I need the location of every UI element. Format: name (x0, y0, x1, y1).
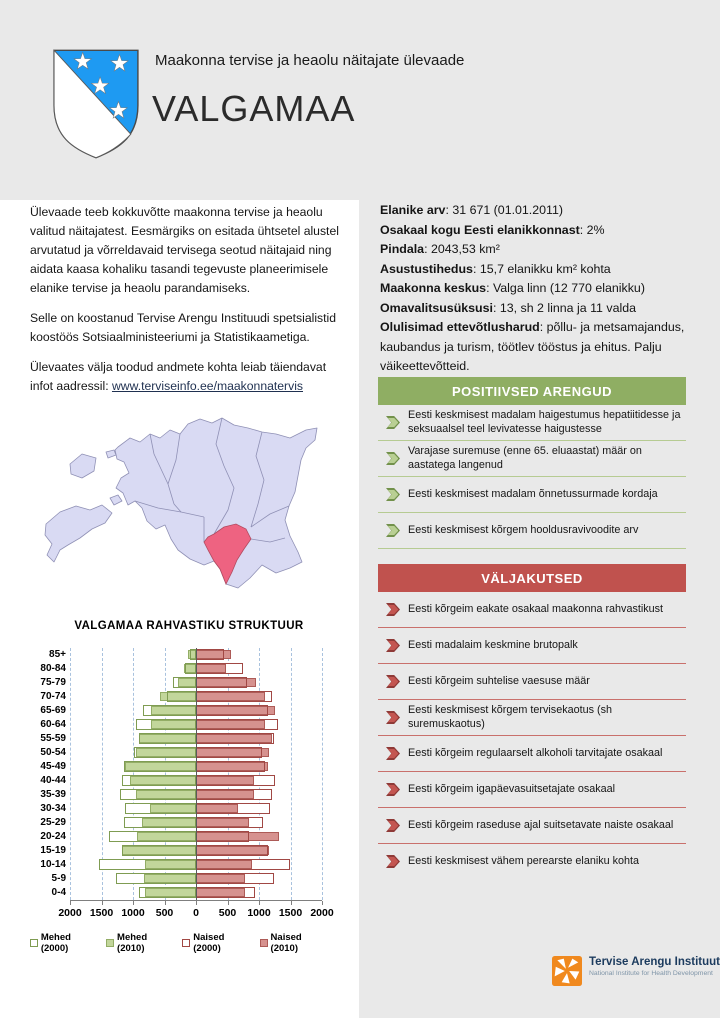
tai-logo-mark (552, 956, 582, 986)
pyramid-plot-area (70, 648, 322, 901)
age-group-label: 35-39 (40, 789, 66, 800)
chevron-bullet-icon (378, 783, 408, 796)
positive-item: Eesti keskmisest kõrgem hooldusravivoodite arv (378, 513, 686, 549)
intro-block (30, 203, 352, 407)
age-group-label: 50-54 (40, 747, 66, 758)
chevron-bullet-icon (378, 855, 408, 868)
fact-row: Elanike arv: 31 671 (01.01.2011) (380, 203, 564, 217)
challenge-item: Eesti keskmisest vähem perearste elaniku kohta (378, 844, 686, 879)
x-tick-label: 2000 (58, 907, 82, 919)
x-tick-label: 2000 (310, 907, 334, 919)
challenge-item: Eesti kõrgeim igapäevasuitsetajate osakaal (378, 772, 686, 808)
challenge-item: Eesti madalaim keskmine brutopalk (378, 628, 686, 664)
age-group-label: 80-84 (40, 663, 66, 674)
age-group-label: 30-34 (40, 803, 66, 814)
x-tick-label: 500 (218, 907, 237, 919)
logo-title: Tervise Arengu Instituut (589, 956, 720, 968)
chevron-bullet-icon (378, 747, 408, 760)
challenge-item: Eesti kõrgeim regulaarselt alkoholi tarvitajate osakaal (378, 736, 686, 772)
hiiumaa-island (70, 454, 96, 478)
challenge-item: Eesti kõrgeim eakate osakaal maakonna rahvastikust (378, 592, 686, 628)
x-tick-label: 1000 (121, 907, 145, 919)
age-group-label: 40-44 (40, 775, 66, 786)
age-group-label: 65-69 (40, 705, 66, 716)
x-tick-label: 0 (193, 907, 199, 919)
age-group-label: 45-49 (40, 761, 66, 772)
intro-paragraph: Selle on koostanud Tervise Arengu Instituudi spetsialistid koostöös Sotsiaalministeeriumi ja Statistikaametiga. (30, 311, 337, 344)
valgamaa-coat-of-arms (50, 46, 142, 162)
age-group-label: 15-19 (40, 845, 66, 856)
saaremaa-island (45, 505, 112, 562)
chevron-bullet-icon (378, 524, 408, 537)
chevron-bullet-icon (378, 488, 408, 501)
age-group-label: 10-14 (40, 859, 66, 870)
legend-swatch-icon (30, 939, 38, 947)
chevron-bullet-icon (378, 819, 408, 832)
positive-box (378, 377, 686, 549)
challenges-header: VÄLJAKUTSED (378, 564, 686, 592)
facts-panel (380, 201, 692, 377)
fact-row: Maakonna keskus: Valga linn (12 770 elanikku) (380, 281, 645, 295)
age-group-label: 70-74 (40, 691, 66, 702)
page-title: VALGAMAA (152, 88, 356, 129)
x-tick-label: 500 (155, 907, 174, 919)
info-link[interactable]: www.terviseinfo.ee/maakonnatervis (111, 379, 303, 393)
chevron-bullet-icon (378, 711, 408, 724)
age-group-label: 5-9 (51, 873, 66, 884)
intro-paragraph: Ülevaates välja toodud andmete kohta leiab täiendavat infot aadressil: www.terviseinfo.ee/maakonnatervis (30, 360, 327, 393)
x-tick-label: 1500 (278, 907, 303, 919)
age-group-label: 60-64 (40, 719, 66, 730)
legend-item: Mehed (2000) (30, 932, 99, 954)
muhu-island (110, 495, 122, 505)
legend-item: Naised (2010) (260, 932, 330, 954)
chart-legend (30, 932, 330, 954)
age-group-label: 75-79 (40, 677, 66, 688)
estonia-map (18, 392, 352, 620)
chart-title: VALGAMAA RAHVASTIKU STRUKTUUR (74, 620, 304, 632)
age-group-label: 0-4 (51, 887, 66, 898)
chevron-bullet-icon (378, 675, 408, 688)
age-group-label: 85+ (49, 649, 66, 660)
positive-item: Eesti keskmisest madalam õnnetussurmade kordaja (378, 477, 686, 513)
fact-row: Pindala: 2043,53 km² (380, 242, 500, 256)
positive-item: Eesti keskmisest madalam haigestumus hepatiitidesse ja seksuaalsel teel levivatesse haigustesse (378, 405, 686, 441)
fact-row: Asustustihedus: 15,7 elanikku km² kohta (380, 261, 611, 276)
age-group-labels (30, 648, 66, 900)
vormsi-island (106, 450, 116, 458)
legend-item: Mehed (2010) (106, 932, 175, 954)
challenge-item: Eesti kõrgeim raseduse ajal suitsetavate naiste osakaal (378, 808, 686, 844)
age-group-label: 25-29 (40, 817, 66, 828)
chevron-bullet-icon (378, 603, 408, 616)
x-tick-label: 1500 (89, 907, 114, 919)
x-axis (58, 901, 334, 921)
age-group-label: 55-59 (40, 733, 66, 744)
age-group-label: 20-24 (40, 831, 66, 842)
fact-row: Olulisimad ettevõtlusharud: põllu- ja metsamajandus, kaubandus ja turism, töötlev tööstus ja ehitus. Palju väikeettevõtteid. (380, 320, 685, 373)
legend-swatch-icon (260, 939, 268, 947)
positive-list (378, 405, 686, 549)
tai-logo (552, 956, 720, 986)
legend-swatch-icon (106, 939, 114, 947)
x-tick-label: 1000 (247, 907, 271, 919)
chevron-bullet-icon (378, 639, 408, 652)
fact-row: Osakaal kogu Eesti elanikkonnast: 2% (380, 222, 605, 237)
challenges-list (378, 592, 686, 879)
logo-subtitle: National Institute for Health Development (589, 970, 713, 977)
positive-item: Varajase suremuse (enne 65. eluaastat) määr on aastatega langenud (378, 441, 686, 477)
challenge-item: Eesti keskmisest kõrgem tervisekaotus (sh suremuskaotus) (378, 700, 686, 736)
challenges-box (378, 564, 686, 879)
population-pyramid (30, 620, 334, 960)
intro-paragraph: Ülevaade teeb kokkuvõtte maakonna tervise ja heaolu valitud näitajatest. Eesmärgiks on esitada ühtsetel alustel arvutatud ja võrreldavaid tervisega seotud näitajaid ning aidata kaasa kohaliku tasandi tegevuste planeerimisele elanike tervise ja heaolu parandamiseks. (30, 205, 339, 295)
legend-swatch-icon (182, 939, 190, 947)
positive-header: POSITIIVSED ARENGUD (378, 377, 686, 405)
fact-row: Omavalitsusüksusi: 13, sh 2 linna ja 11 valda (380, 300, 637, 315)
chevron-bullet-icon (378, 452, 408, 465)
legend-item: Naised (2000) (182, 932, 252, 954)
challenge-item: Eesti kõrgeim suhtelise vaesuse määr (378, 664, 686, 700)
chevron-bullet-icon (378, 416, 408, 429)
page-subtitle: Maakonna tervise ja heaolu näitajate ülevaade (155, 52, 465, 69)
